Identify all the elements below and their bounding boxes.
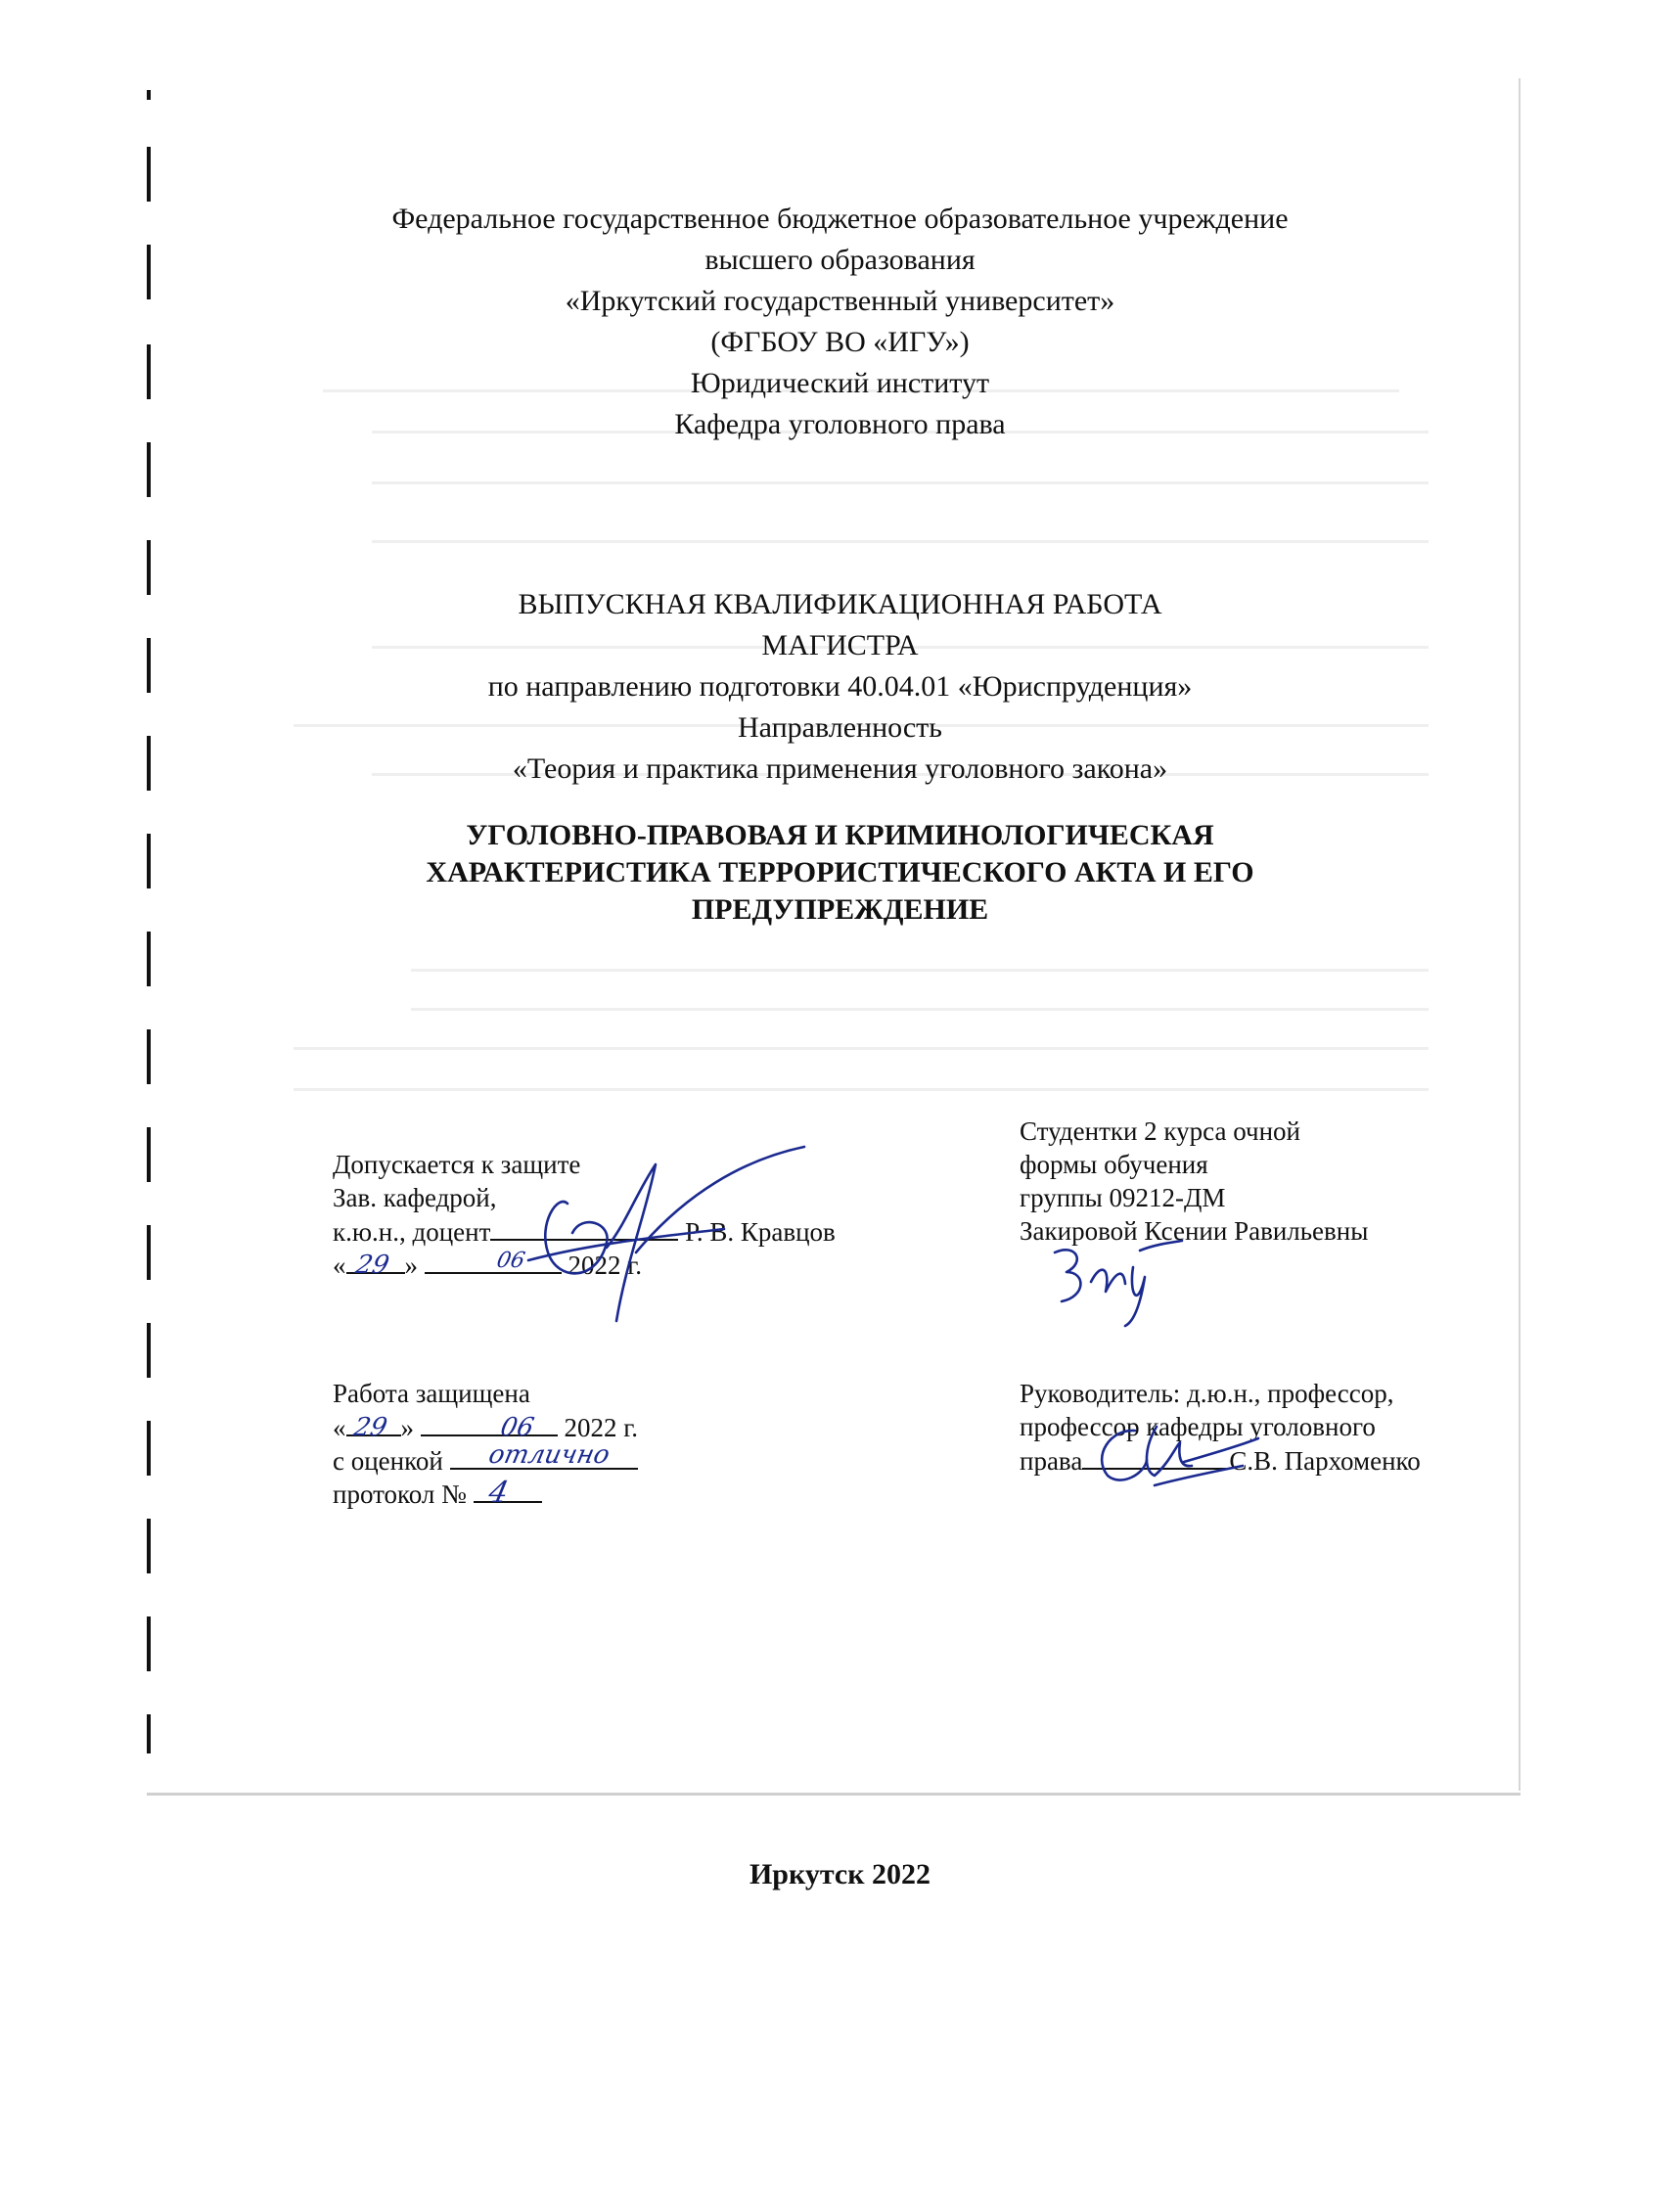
binding-mark [147,1714,151,1753]
institution-line: высшего образования [704,244,976,276]
defense-year: 2022 г. [564,1413,639,1442]
student-group: группы 09212-ДМ [1020,1183,1226,1212]
work-type: ВЫПУСКНАЯ КВАЛИФИКАЦИОННАЯ РАБОТА [518,588,1162,620]
binding-mark [147,1225,151,1280]
handwritten-day: 29 [352,1251,392,1280]
quote-mark: » [400,1413,414,1442]
supervisor-position: профессор кафедры уголовного [1020,1412,1376,1441]
binding-mark [147,1519,151,1573]
quote-mark: « [333,1251,346,1280]
degree-level: МАГИСТРА [761,629,919,661]
handwritten-protocol-number: 4 [485,1476,512,1510]
study-direction: по направлению подготовки 40.04.01 «Юриспруденция» [487,670,1193,703]
student-study-form: формы обучения [1020,1150,1208,1179]
student-course: Студентки 2 курса очной [1020,1116,1300,1146]
admission-year: 2022 г. [568,1251,643,1280]
binding-mark [147,1323,151,1378]
supervisor-position-end: права [1020,1446,1083,1476]
grade-label: с оценкой [333,1446,443,1476]
specialization-label: Направленность [738,711,942,744]
handwritten-day: 29 [350,1413,390,1442]
defense-label: Работа защищена [333,1379,530,1408]
head-position: Зав. кафедрой, [333,1183,497,1212]
thesis-title: УГОЛОВНО-ПРАВОВАЯ И КРИМИНОЛОГИЧЕСКАЯ [466,819,1214,851]
quote-mark: « [333,1413,346,1442]
thesis-title: ПРЕДУПРЕЖДЕНИЕ [691,893,989,926]
binding-mark [147,90,151,100]
university-name: «Иркутский государственный университет» [565,285,1115,317]
bleed-through-line [372,481,1429,484]
specialization-name: «Теория и практика применения уголовного закона» [512,752,1168,785]
department-name: Кафедра уголовного права [674,408,1006,440]
institute-name: Юридический институт [690,367,990,399]
bleed-through-line [411,1008,1429,1011]
protocol-label: протокол № [333,1479,467,1509]
binding-mark [147,1127,151,1182]
head-degree: к.ю.н., доцент [333,1217,491,1247]
month-underline [421,1411,558,1436]
protocol-line [333,1478,542,1510]
bleed-through-line [372,540,1429,543]
binding-mark [147,147,151,202]
bleed-through-line [294,1047,1429,1050]
university-abbreviation: (ФГБОУ ВО «ИГУ») [710,326,970,358]
handwritten-grade: отлично [485,1440,613,1470]
student-name: Закировой Ксении Равильевны [1020,1216,1369,1246]
supervisor-name: С.В. Пархоменко [1229,1446,1421,1476]
student-signature [1047,1223,1184,1331]
bleed-through-line [411,969,1429,972]
binding-mark [147,1616,151,1671]
handwritten-month: 06 [497,1413,537,1442]
thesis-title: ХАРАКТЕРИСТИКА ТЕРРОРИСТИЧЕСКОГО АКТА И ЕГО [426,856,1254,888]
handwritten-month: 06 [494,1249,527,1273]
binding-mark [147,1421,151,1476]
head-signature [489,1135,812,1331]
quote-mark: » [404,1251,418,1280]
head-name: Р. В. Кравцов [685,1217,836,1247]
binding-mark [147,442,151,497]
admission-label: Допускается к защите [333,1150,581,1179]
page-edge-bottom [147,1793,1521,1796]
institution-line: Федеральное государственное бюджетное образовательное учреждение [391,203,1289,235]
binding-mark [147,932,151,986]
bleed-through-line [294,1088,1429,1091]
binding-mark [147,1029,151,1084]
supervisor-signature [1086,1417,1262,1495]
supervisor-degree: Руководитель: д.ю.н., профессор, [1020,1379,1394,1408]
city-year: Иркутск 2022 [749,1858,931,1890]
